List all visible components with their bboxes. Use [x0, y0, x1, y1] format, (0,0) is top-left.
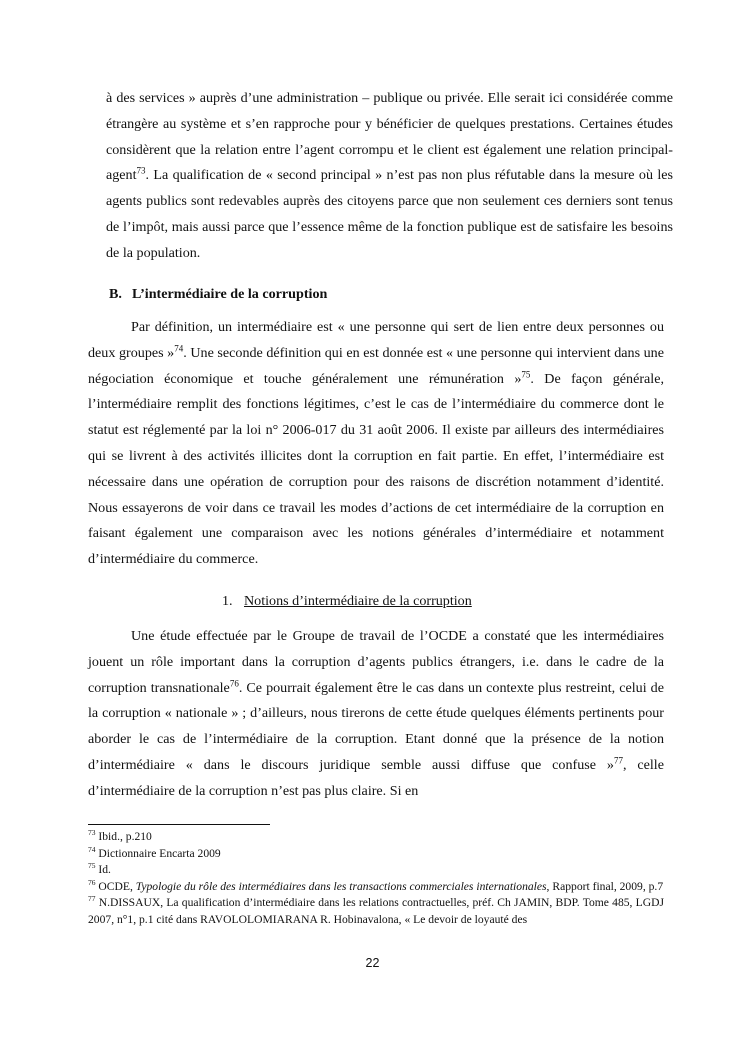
- footnote-text: Id.: [95, 863, 111, 877]
- subsection-title: Notions d’intermédiaire de la corruption: [244, 593, 472, 609]
- footnote-text: OCDE,: [95, 879, 136, 893]
- footnote-separator: [88, 824, 270, 825]
- footnote-text: , Rapport final, 2009, p.7: [546, 879, 664, 893]
- footnote-number: 74: [88, 844, 96, 854]
- para-def-text-1: Par définition, un intermédiaire est « une personne qui sert de lien entre deux personnes ou deux groupes »: [88, 319, 664, 361]
- footnote-73: [88, 829, 664, 846]
- subsection-heading-1: [222, 590, 472, 612]
- footnote-ref-74[interactable]: 74: [174, 343, 184, 354]
- footnote-title-italic: Typologie du rôle des intermédiaires dans les transactions commerciales internationales: [135, 879, 547, 893]
- para-def-text-3: . De façon générale, l’intermédiaire remplit des fonctions légitimes, c’est le cas de l’intermédiaire du commerce dont le statut est réglementé par la loi n° 2006-017 du 31 août 2006. Il existe par ailleurs des intermédiaires qui se livrent à des activités illicites dont la corruption en fait partie. En effet, l’intermédiaire est nécessaire dans une opération de corruption pour des raisons de discrétion notamment d’identité. Nous essayerons de voir dans ce travail les modes d’actions de cet intermédiaire de la corruption en faisant également une comparaison avec les notions générales d’intermédiaire et notamment d’intermédiaire du commerce.: [88, 370, 665, 568]
- section-title: L’intermédiaire de la corruption: [132, 286, 328, 302]
- footnote-number: 77: [88, 894, 96, 904]
- footnote-75: [88, 862, 664, 879]
- footnote-text: N.DISSAUX, La qualification d’intermédiaire dans les relations contractuelles, préf. Ch JAMIN, BDP. Tome 485, LGDJ 2007, n°1, p.1 cité dans RAVOLOLOMIARANA R. Hobinavalona, « Le devoir de loyauté des: [88, 896, 664, 926]
- footnote-ref-77[interactable]: 77: [613, 755, 623, 766]
- footnote-77: [88, 895, 664, 928]
- footnote-ref-75[interactable]: 75: [521, 368, 531, 379]
- footnote-number: 73: [88, 828, 96, 838]
- page-number: 22: [365, 956, 380, 970]
- para-top-text-1: à des services » auprès d’une administration – publique ou privée. Elle serait ici considérée comme étrangère au système et s’en rapproche pour y bénéficier de quelques prestations. Certaines études considèrent que la relation entre l’agent corrompu et le client est également une relation principal-agent: [106, 90, 673, 184]
- para-ocde-text-3: , celle d’intermédiaire de la corruption n’est pas plus claire. Si en: [88, 756, 664, 799]
- footnote-ref-73[interactable]: 73: [136, 165, 146, 176]
- para-top-text-2: . La qualification de « second principal » n’est pas non plus réfutable dans la mesure où les agents publics sont redevables auprès des citoyens parce que non seulement ces derniers sont tenus de l’impôt, mais aussi parce que l’essence même de la fonction publique est de satisfaire les besoins de la population.: [106, 167, 673, 261]
- footnote-76: [88, 879, 664, 896]
- para-def-text-2: . Une seconde définition qui en est donnée est « une personne qui intervient dans une négociation économique et touche généralement une rémunération »: [88, 344, 664, 387]
- footnote-text: Ibid., p.210: [95, 830, 152, 843]
- section-heading-b: [109, 283, 327, 305]
- footnote-text: Dictionnaire Encarta 2009: [95, 846, 221, 860]
- para-ocde-text-2: . Ce pourrait également être le cas dans un contexte plus restreint, celui de la corruption « nationale » ; d’ailleurs, nous tirerons de cette étude quelques éléments pertinents pour aborder le cas de l’intermédiaire de la corruption. Etant donné que la présence de la notion d’intermédiaire « dans le discours juridique semble aussi diffuse que confuse »: [88, 679, 664, 773]
- footnote-number: 76: [88, 877, 96, 887]
- section-number: B.: [109, 286, 122, 302]
- paragraph-top: [97, 86, 673, 267]
- footnote-ref-76[interactable]: 76: [229, 677, 239, 688]
- paragraph-ocde: [88, 624, 664, 805]
- footnotes: [88, 829, 664, 929]
- footnote-74: [88, 846, 664, 863]
- footnote-number: 75: [88, 861, 96, 871]
- paragraph-definition: [88, 315, 664, 573]
- subsection-number: 1.: [222, 593, 233, 609]
- para-ocde-text-1: Une étude effectuée par le Groupe de travail de l’OCDE a constaté que les intermédiaires jouent un rôle important dans la corruption d’agents publics étrangers, i.e. dans le cadre de la corruption transnationale: [88, 628, 664, 696]
